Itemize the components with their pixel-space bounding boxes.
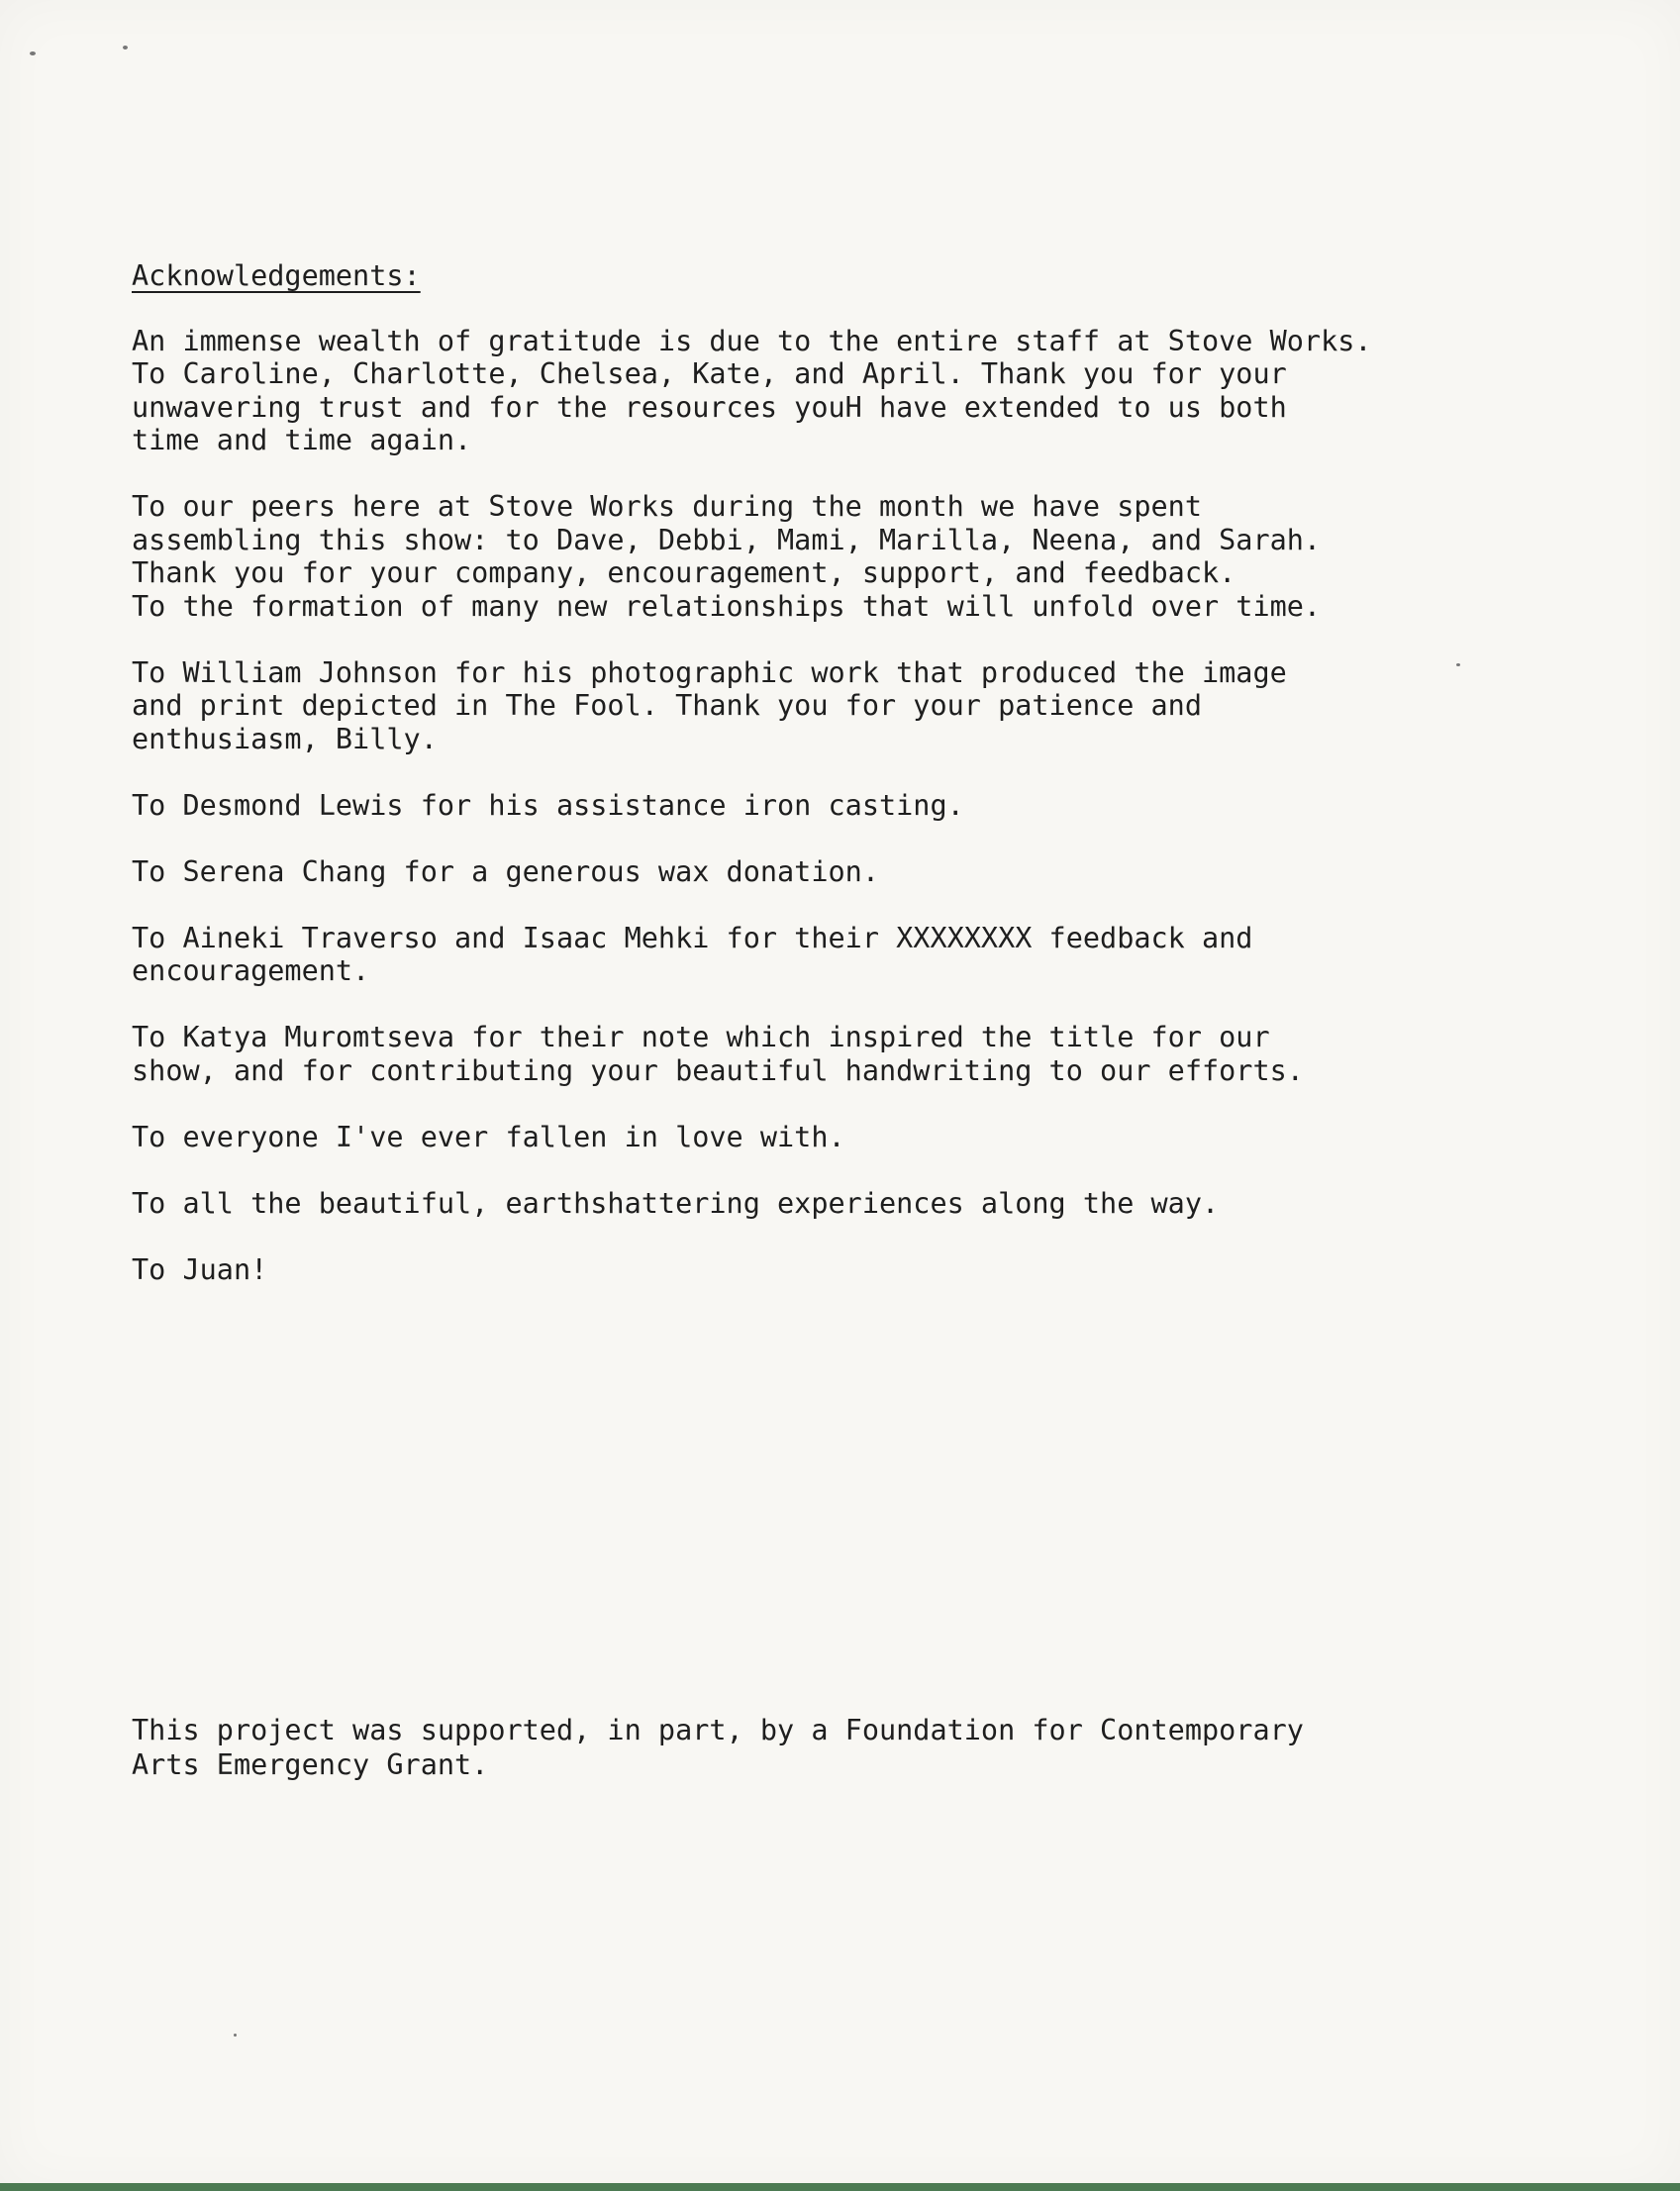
text-line: To William Johnson for his photographic work that produced the image <box>132 655 1287 689</box>
paragraph <box>132 789 1617 823</box>
text-line: To Desmond Lewis for his assistance iron casting. <box>132 788 964 822</box>
text-line: To everyone I've ever fallen in love with. <box>132 1120 845 1153</box>
text-line: unwavering trust and for the resources youH have extended to us both <box>132 390 1287 424</box>
paragraph <box>132 922 1617 988</box>
paper-speck <box>30 51 36 55</box>
text-line: encouragement. <box>132 954 370 987</box>
text-line: To our peers here at Stove Works during the month we have spent <box>132 490 1202 523</box>
paper-speck <box>234 2034 237 2037</box>
text-line: and print depicted in The Fool. Thank you for your patience and <box>132 689 1202 722</box>
paragraph <box>132 1021 1617 1087</box>
text-line: To Caroline, Charlotte, Chelsea, Kate, and April. Thank you for your <box>132 357 1287 390</box>
text-line: Thank you for your company, encouragement, support, and feedback. <box>132 556 1236 589</box>
acknowledgements-text <box>132 259 1617 1320</box>
footer-line: Arts Emergency Grant. <box>132 1748 489 1781</box>
paragraph <box>132 1121 1617 1154</box>
paragraph <box>132 325 1617 457</box>
text-line: To the formation of many new relationships that will unfold over time. <box>132 589 1322 623</box>
paragraph <box>132 1253 1617 1287</box>
text-line: To Aineki Traverso and Isaac Mehki for their XXXXXXXX feedback and <box>132 921 1253 954</box>
text-line: To Serena Chang for a generous wax donation. <box>132 854 879 888</box>
footer-line: This project was supported, in part, by a Foundation for Contemporary <box>132 1714 1304 1746</box>
text-line: assembling this show: to Dave, Debbi, Mami, Marilla, Neena, and Sarah. <box>132 523 1322 556</box>
paragraph <box>132 855 1617 889</box>
paragraph <box>132 656 1617 756</box>
paragraph-list <box>132 325 1617 1287</box>
text-line: time and time again. <box>132 424 472 456</box>
text-line: To all the beautiful, earthshattering experiences along the way. <box>132 1186 1220 1220</box>
text-line: To Katya Muromtseva for their note which inspired the title for our <box>132 1021 1270 1053</box>
page-title: Acknowledgements: <box>132 259 421 292</box>
grant-footer <box>132 1713 1617 1782</box>
paragraph <box>132 490 1617 623</box>
paragraph <box>132 1187 1617 1221</box>
text-line: enthusiasm, Billy. <box>132 722 438 755</box>
text-line: To Juan! <box>132 1252 268 1286</box>
page-bottom-edge <box>0 2183 1680 2191</box>
text-line: show, and for contributing your beautiful handwriting to our efforts. <box>132 1053 1304 1087</box>
text-line: An immense wealth of gratitude is due to the entire staff at Stove Works. <box>132 324 1372 357</box>
paper-speck <box>123 46 128 50</box>
